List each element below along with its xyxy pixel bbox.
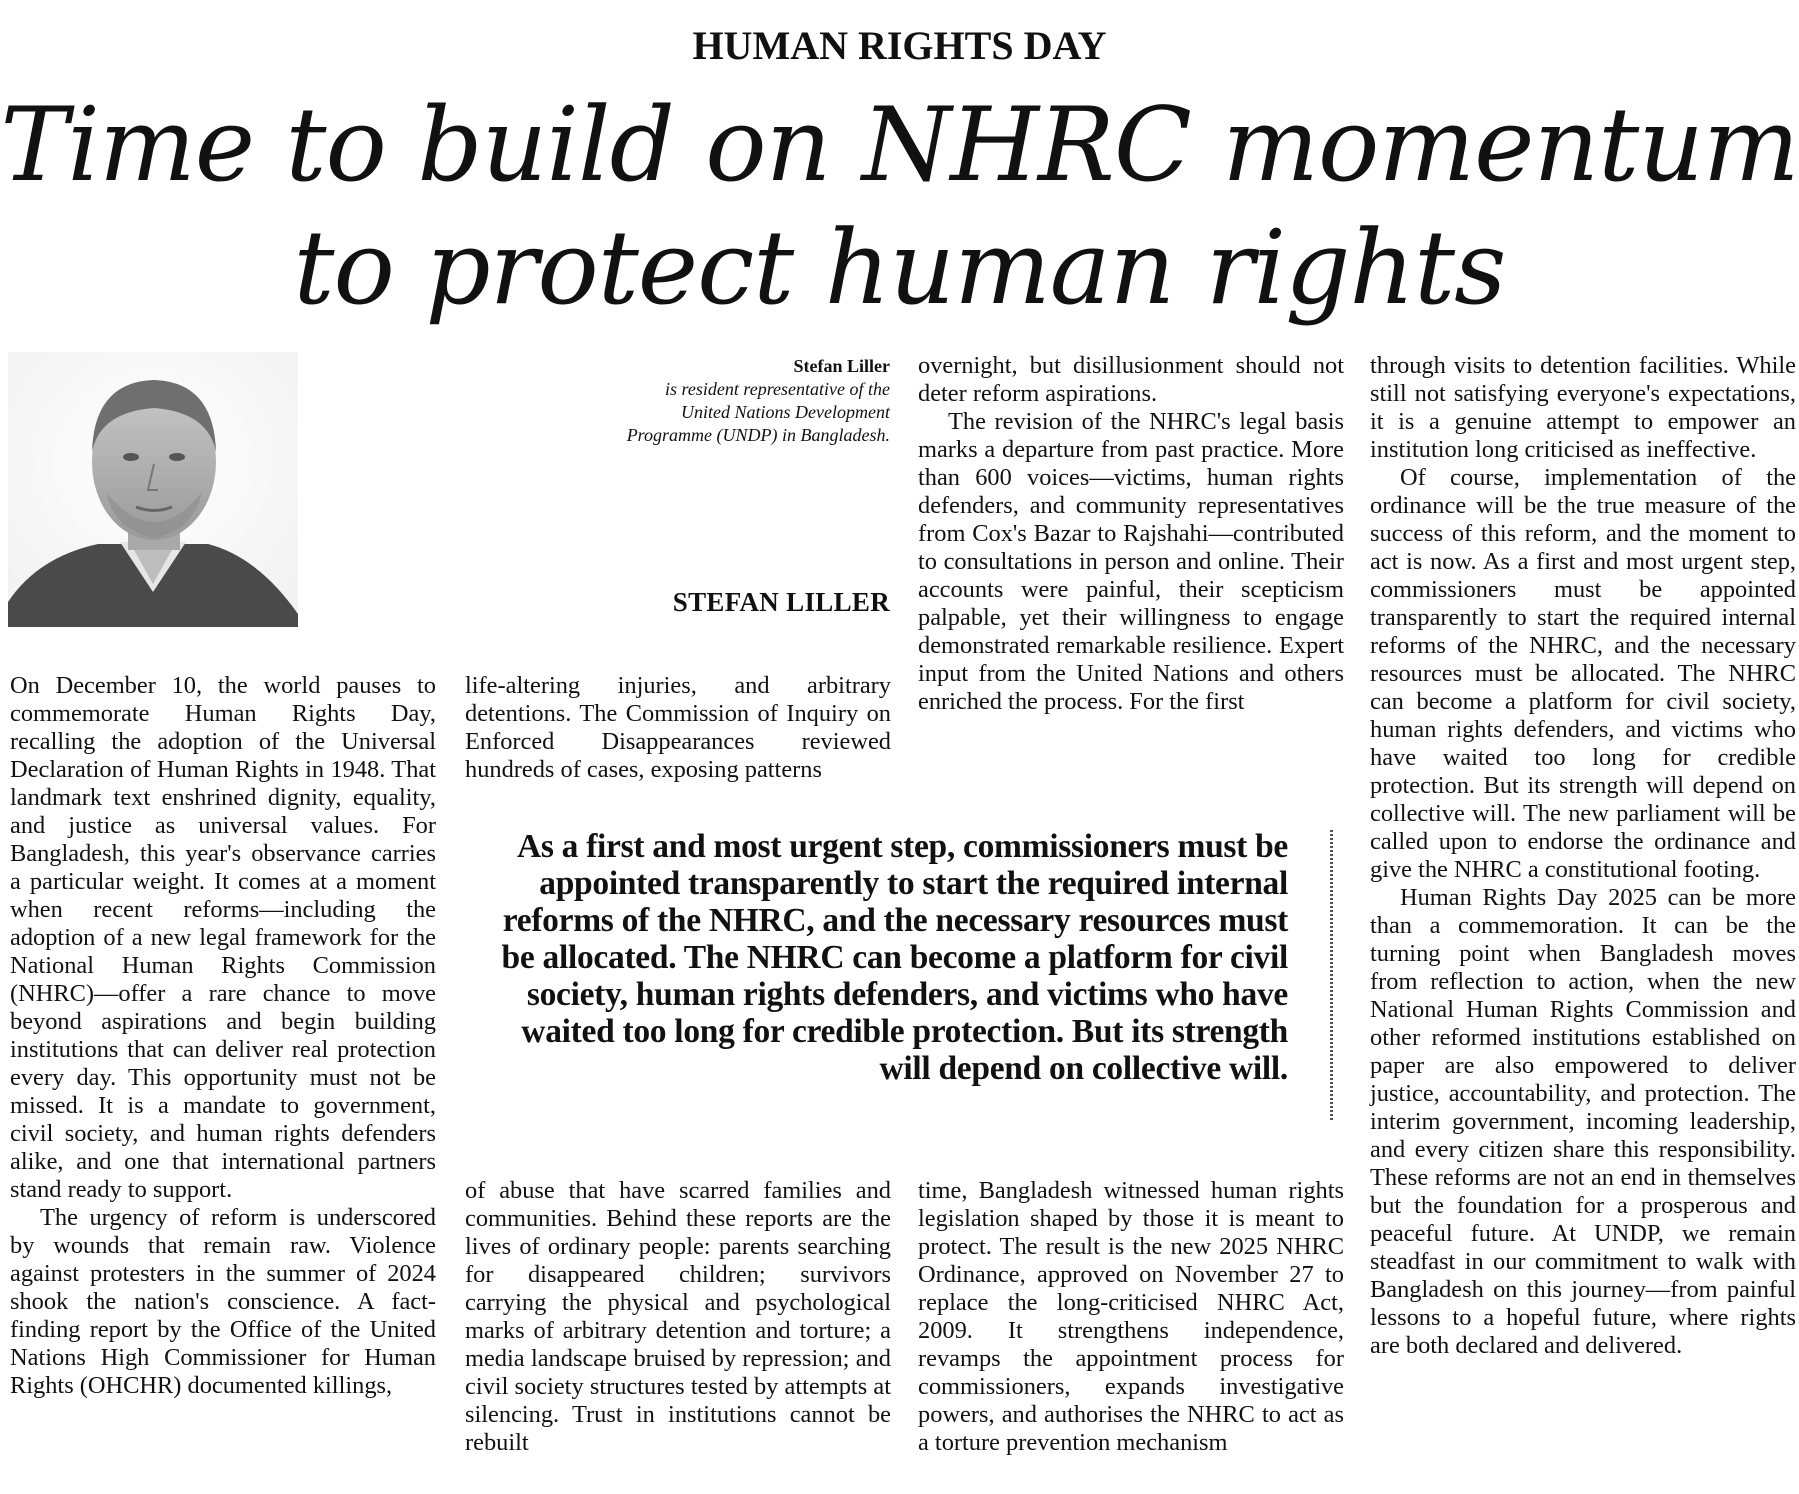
body-column-3-bottom <box>918 1177 1344 1457</box>
headline-line-2: to protect human rights <box>293 209 1506 328</box>
body-paragraph: On December 10, the world pauses to commemorate Human Rights Day, recalling the adoption of the Universal Declaration of Human Rights in 1948. That landmark text enshrined dignity, equality, and justice as universal values. For Bangladesh, this year's observance carries a particular weight. It comes at a moment when recent reforms—including the adoption of a new legal framework for the National Human Rights Commission (NHRC)—offer a rare chance to move beyond aspirations and begin building institutions that can deliver real protection every day. This opportunity must not be missed. It is a mandate to government, civil society, and human rights defenders alike, and one that international partners stand ready to support. <box>10 672 436 1203</box>
headline <box>0 84 1799 330</box>
author-photo <box>8 352 298 627</box>
body-paragraph: through visits to detention facilities. While still not satisfying everyone's expectations, it is a genuine attempt to empower an institution long criticised as ineffective. <box>1370 352 1796 463</box>
body-column-1 <box>10 672 436 1400</box>
author-role-line: United Nations Development <box>681 402 890 422</box>
author-byline-caps: STEFAN LILLER <box>672 587 890 617</box>
pull-quote-rule <box>1330 830 1333 1120</box>
author-name: Stefan Liller <box>793 356 890 376</box>
body-paragraph: of abuse that have scarred families and communities. Behind these reports are the lives of ordinary people: parents searching for disappeared children; survivors carrying the physical and psychological marks of arbitrary detention and torture; a media landscape bruised by repression; and civil society structures tested by attempts at silencing. Trust in institutions cannot be rebuilt <box>465 1177 891 1456</box>
headline-line-1: Time to build on NHRC momentum <box>0 86 1799 205</box>
body-column-3-top <box>918 352 1344 716</box>
author-role-line: Programme (UNDP) in Bangladesh. <box>626 425 890 445</box>
body-paragraph: Human Rights Day 2025 can be more than a commemoration. It can be the turning point when Bangladesh moves from reflection to action, when the new National Human Rights Commission and other reformed institutions established on paper are also empowered to deliver justice, accountability, and protection. The interim government, incoming leadership, and every citizen share this responsibility. These reforms are not an end in themselves but the foundation for a prosperous and peaceful future. At UNDP, we remain steadfast in our commitment to walk with Bangladesh on this journey—from painful lessons to a hopeful future, where rights are both declared and delivered. <box>1370 884 1796 1359</box>
body-column-4 <box>1370 352 1796 1360</box>
body-paragraph: The revision of the NHRC's legal basis marks a departure from past practice. More than 600 voices—victims, human rights defenders, and community representatives from Cox's Bazar to Rajshahi—contributed to consultations in person and online. Their accounts were painful, their scepticism palpable, yet their willingness to engage demonstrated remarkable resilience. Expert input from the United Nations and others enriched the process. For the first <box>918 408 1344 715</box>
pull-quote: As a first and most urgent step, commissioners must be appointed transparently to start the required internal reforms of the NHRC, and the necessary resources must be allocated. The NHRC can become a platform for civil society, human rights defenders, and victims who have waited too long for credible protection. But its strength will depend on collective will. <box>501 828 1288 1087</box>
body-paragraph: The urgency of reform is underscored by wounds that remain raw. Violence against protesters in the summer of 2024 shook the nation's conscience. A fact-finding report by the Office of the United Nations High Commissioner for Human Rights (OHCHR) documented killings, <box>10 1204 436 1399</box>
body-paragraph: Of course, implementation of the ordinance will be the true measure of the success of this reform, and the moment to act is now. As a first and most urgent step, commissioners must be appointed transparently to start the required internal reforms of the NHRC, and the necessary resources must be allocated. The NHRC can become a platform for civil society, human rights defenders, and victims who have waited too long for credible protection. But its strength will depend on collective will. The new parliament will be called upon to endorse the ordinance and give the NHRC a constitutional footing. <box>1370 464 1796 883</box>
body-paragraph: life-altering injuries, and arbitrary detentions. The Commission of Inquiry on Enforced Disappearances reviewed hundreds of cases, exposing patterns <box>465 672 891 783</box>
body-column-2-bottom <box>465 1177 891 1457</box>
body-paragraph: overnight, but disillusionment should not deter reform aspirations. <box>918 352 1344 407</box>
body-column-2-top <box>465 672 891 784</box>
author-bio <box>520 355 890 447</box>
section-kicker: HUMAN RIGHTS DAY <box>692 23 1107 68</box>
author-role-line: is resident representative of the <box>665 379 890 399</box>
body-paragraph: time, Bangladesh witnessed human rights legislation shaped by those it is meant to protect. The result is the new 2025 NHRC Ordinance, approved on November 27 to replace the long-criticised NHRC Act, 2009. It strengthens independence, revamps the appointment process for commissioners, expands investigative powers, and authorises the NHRC to act as a torture prevention mechanism <box>918 1177 1344 1456</box>
